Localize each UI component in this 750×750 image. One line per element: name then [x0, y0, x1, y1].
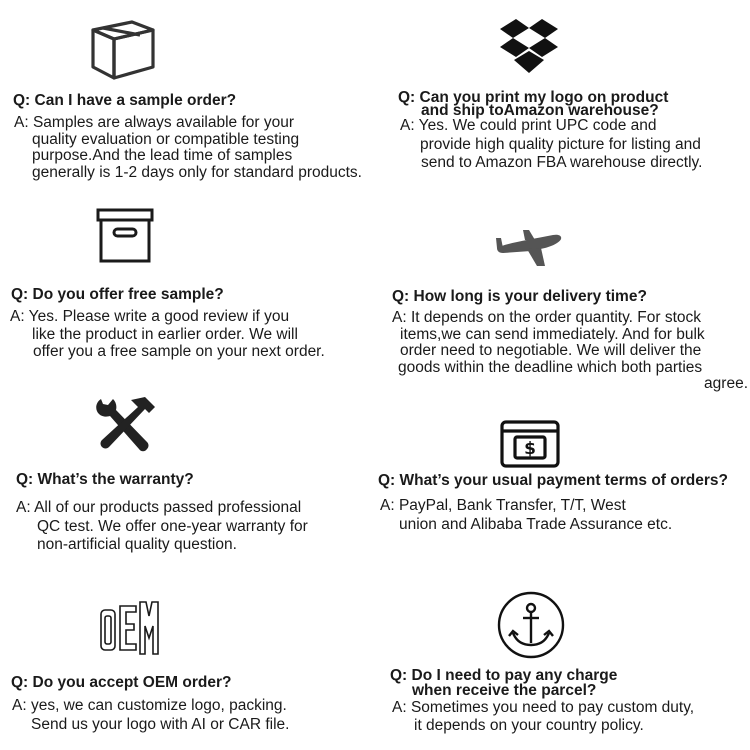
question-line: Q: Do I need to pay any charge [390, 667, 618, 684]
answer-line: QC test. We offer one-year warranty for [37, 517, 308, 535]
faq-answer [380, 498, 672, 533]
answer-line: purpose.And the lead time of samples [32, 147, 293, 164]
question-line: Q: Do you offer free sample? [11, 286, 224, 303]
faq-question [390, 668, 617, 698]
answer-line: agree. [704, 375, 748, 392]
answer-line: send to Amazon FBA warehouse directly. [421, 154, 703, 171]
question-line: Q: Can I have a sample order? [13, 92, 237, 109]
wrench-hammer-icon [93, 395, 157, 459]
faq-answer [16, 500, 308, 554]
oem-text-icon [98, 598, 160, 656]
faq-question [398, 90, 668, 118]
faq-question [378, 473, 728, 488]
payment-browser-icon [500, 420, 560, 468]
answer-line: non-artificial quality question. [37, 536, 237, 553]
airplane-icon [493, 228, 563, 268]
answer-line: A: It depends on the order quantity. For stock [392, 309, 702, 326]
answer-line: A: Yes. Please write a good review if you [10, 308, 290, 325]
answer-line: provide high quality picture for listing and [420, 135, 701, 153]
archive-box-icon [96, 207, 154, 263]
faq-question [392, 289, 647, 304]
faq-answer [14, 115, 362, 181]
question-line: Q: Do you accept OEM order? [11, 674, 232, 691]
answer-line: A: Yes. We could print UPC code and [400, 117, 657, 134]
answer-line: union and Alibaba Trade Assurance etc. [399, 515, 673, 533]
answer-line: A: All of our products passed professional [16, 499, 302, 516]
answer-line: A: PayPal, Bank Transfer, T/T, West [380, 497, 626, 514]
faq-answer [10, 309, 325, 361]
answer-line: items,we can send immediately. And for bulk [400, 325, 705, 343]
answer-line: quality evaluation or compatible testing [32, 130, 300, 148]
faq-question [16, 472, 194, 487]
question-line: Q: Can you print my logo on product [398, 89, 669, 106]
answer-line: A: yes, we can customize logo, packing. [12, 697, 287, 714]
question-line: when receive the parcel? [412, 682, 597, 699]
question-line: Q: What’s your usual payment terms of orders? [378, 472, 728, 489]
question-line: Q: How long is your delivery time? [392, 288, 647, 305]
answer-line: goods within the deadline which both parties [398, 358, 703, 376]
faq-answer [12, 698, 289, 733]
answer-line: Send us your logo with AI or CAR file. [31, 715, 290, 733]
answer-line: A: Samples are always available for your [14, 114, 294, 131]
answer-line: it depends on your country policy. [414, 716, 644, 734]
answer-line: offer you a free sample on your next order. [33, 343, 325, 360]
package-box-icon [90, 14, 156, 80]
faq-question [13, 93, 236, 108]
faq-answer [392, 700, 694, 734]
svg-text:$: $ [524, 439, 536, 459]
answer-line: like the product in earlier order. We will [32, 325, 298, 343]
question-line: Q: What’s the warranty? [16, 471, 194, 488]
answer-line: A: Sometimes you need to pay custom duty, [392, 699, 695, 716]
question-line: and ship toAmazon warehouse? [421, 102, 659, 119]
faq-question [11, 675, 231, 690]
answer-line: order need to negotiable. We will deliver the [400, 342, 702, 359]
faq-answer [392, 310, 748, 393]
faq-question [11, 287, 224, 302]
answer-line: generally is 1-2 days only for standard products. [32, 163, 362, 181]
dropbox-icon [498, 17, 560, 75]
faq-answer [400, 118, 702, 172]
anchor-icon [497, 591, 565, 659]
